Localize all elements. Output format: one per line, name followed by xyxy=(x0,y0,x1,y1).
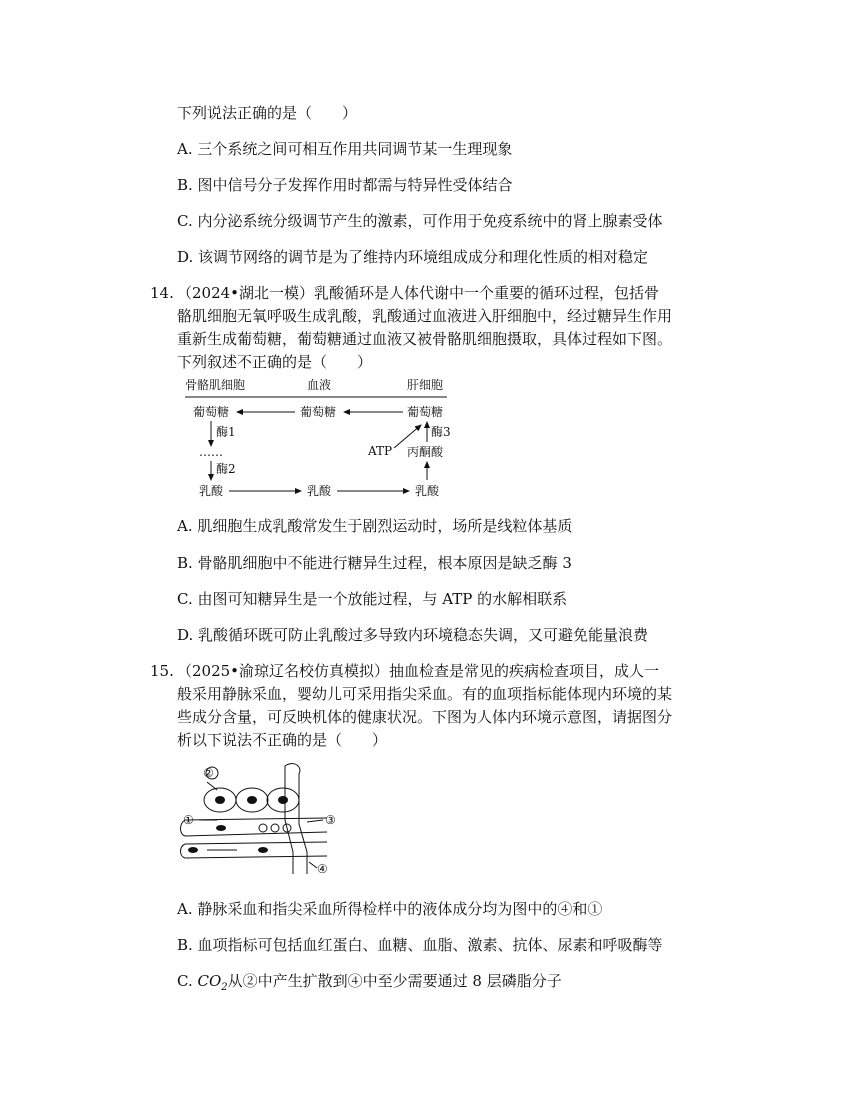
option-c-prefix: C. xyxy=(177,972,198,990)
leader-4 xyxy=(309,862,317,868)
q13-option-a[interactable]: A. 三个系统之间可相互作用共同调节某一生理现象 xyxy=(177,140,513,158)
lymph-vessel-wall xyxy=(285,766,293,874)
q15-stem-line-3: 些成分含量，可反映机体的健康状况。下图为人体内环境示意图，请据图分 xyxy=(177,708,673,726)
q14-option-b[interactable]: B. 骨骼肌细胞中不能进行糖异生过程，根本原因是缺乏酶 3 xyxy=(177,554,572,572)
header-blood: 血液 xyxy=(307,378,332,392)
lactate-blood: 乳酸 xyxy=(307,484,332,498)
label-4: ④ xyxy=(317,862,328,876)
q13-stem: 下列说法正确的是（ ） xyxy=(177,104,358,122)
q15-stem-line-2: 般采用静脉采血，婴幼儿可采用指尖采血。有的血项指标能体现内环境的某 xyxy=(177,685,673,703)
enzyme2-label: 酶2 xyxy=(216,462,236,476)
leader-2 xyxy=(207,782,217,790)
q14-stem-line-4: 下列叙述不正确的是（ ） xyxy=(177,353,373,371)
cell-nucleus xyxy=(247,796,257,804)
label-3: ③ xyxy=(325,813,336,827)
cell-nucleus xyxy=(278,796,288,804)
q13-option-b[interactable]: B. 图中信号分子发挥作用时都需与特异性受体结合 xyxy=(177,176,513,194)
header-liver-cell: 肝细胞 xyxy=(407,378,444,392)
q14-option-d[interactable]: D. 乳酸循环既可防止乳酸过多导致内环境稳态失调，又可避免能量浪费 xyxy=(177,626,649,644)
enzyme3-label: 酶3 xyxy=(431,425,451,439)
glucose-blood: 葡萄糖 xyxy=(300,405,337,419)
lactate-muscle: 乳酸 xyxy=(199,484,224,498)
q15-option-a[interactable]: A. 静脉采血和指尖采血所得检样中的液体成分均为图中的④和① xyxy=(177,900,603,918)
lactate-cycle-diagram xyxy=(185,374,455,504)
label-1: ① xyxy=(183,813,194,827)
blood-cell xyxy=(258,847,268,853)
q14-option-a[interactable]: A. 肌细胞生成乳酸常发生于剧烈运动时，场所是线粒体基质 xyxy=(177,517,573,535)
glucose-liver: 葡萄糖 xyxy=(407,405,444,419)
blood-cell xyxy=(216,825,226,831)
glucose-muscle: 葡萄糖 xyxy=(193,405,230,419)
blood-cell xyxy=(188,847,198,853)
label-2: ② xyxy=(203,766,214,780)
capillary-upper xyxy=(181,820,328,836)
internal-environment-diagram xyxy=(177,762,347,877)
q14-stem-line-1: （2024•湖北一模）乳酸循环是人体代谢中一个重要的循环过程，包括骨 xyxy=(177,284,660,302)
q15-number: 15. xyxy=(150,662,174,680)
blood-cell xyxy=(259,824,267,832)
q14-number: 14. xyxy=(150,284,174,302)
q15-option-b[interactable]: B. 血项指标可包括血红蛋白、血糖、血脂、激素、抗体、尿素和呼吸酶等 xyxy=(177,936,663,954)
q13-option-c[interactable]: C. 内分泌系统分级调节产生的激素，可作用于免疫系统中的肾上腺素受体 xyxy=(177,212,663,230)
lactate-liver: 乳酸 xyxy=(415,484,440,498)
header-muscle-cell: 骨骼肌细胞 xyxy=(185,378,246,392)
capillary-lower-wall xyxy=(185,842,327,844)
enzyme1-label: 酶1 xyxy=(216,425,236,439)
cell-nucleus xyxy=(215,796,225,804)
atp-label: ATP xyxy=(368,444,393,458)
pyruvate-liver: 丙酮酸 xyxy=(407,445,444,459)
q14-option-c[interactable]: C. 由图可知糖异生是一个放能过程，与 ATP 的水解相联系 xyxy=(177,590,568,608)
option-c-text: 从②中产生扩散到④中至少需要通过 8 层磷脂分子 xyxy=(227,972,562,990)
q15-stem-line-1: （2025•渝琼辽名校仿真模拟）抽血检查是常见的疾病检查项目，成人一 xyxy=(177,662,660,680)
co2-formula: $CO_2$ xyxy=(197,972,228,993)
q14-stem-line-2: 骼肌细胞无氧呼吸生成乳酸，乳酸通过血液进入肝细胞中，经过糖异生作用 xyxy=(177,307,673,325)
q15-option-c[interactable] xyxy=(177,969,562,1000)
q15-stem-line-4: 析以下说法不正确的是（ ） xyxy=(177,731,388,749)
q13-option-d[interactable]: D. 该调节网络的调节是为了维持内环境组成成分和理化性质的相对稳定 xyxy=(177,248,649,266)
blood-cell xyxy=(271,824,279,832)
intermediate-dots: …… xyxy=(199,445,223,459)
q14-stem-line-3: 重新生成葡萄糖，葡萄糖通过血液又被骨骼肌细胞摄取，具体过程如下图。 xyxy=(177,330,673,348)
leader-3 xyxy=(307,820,323,822)
